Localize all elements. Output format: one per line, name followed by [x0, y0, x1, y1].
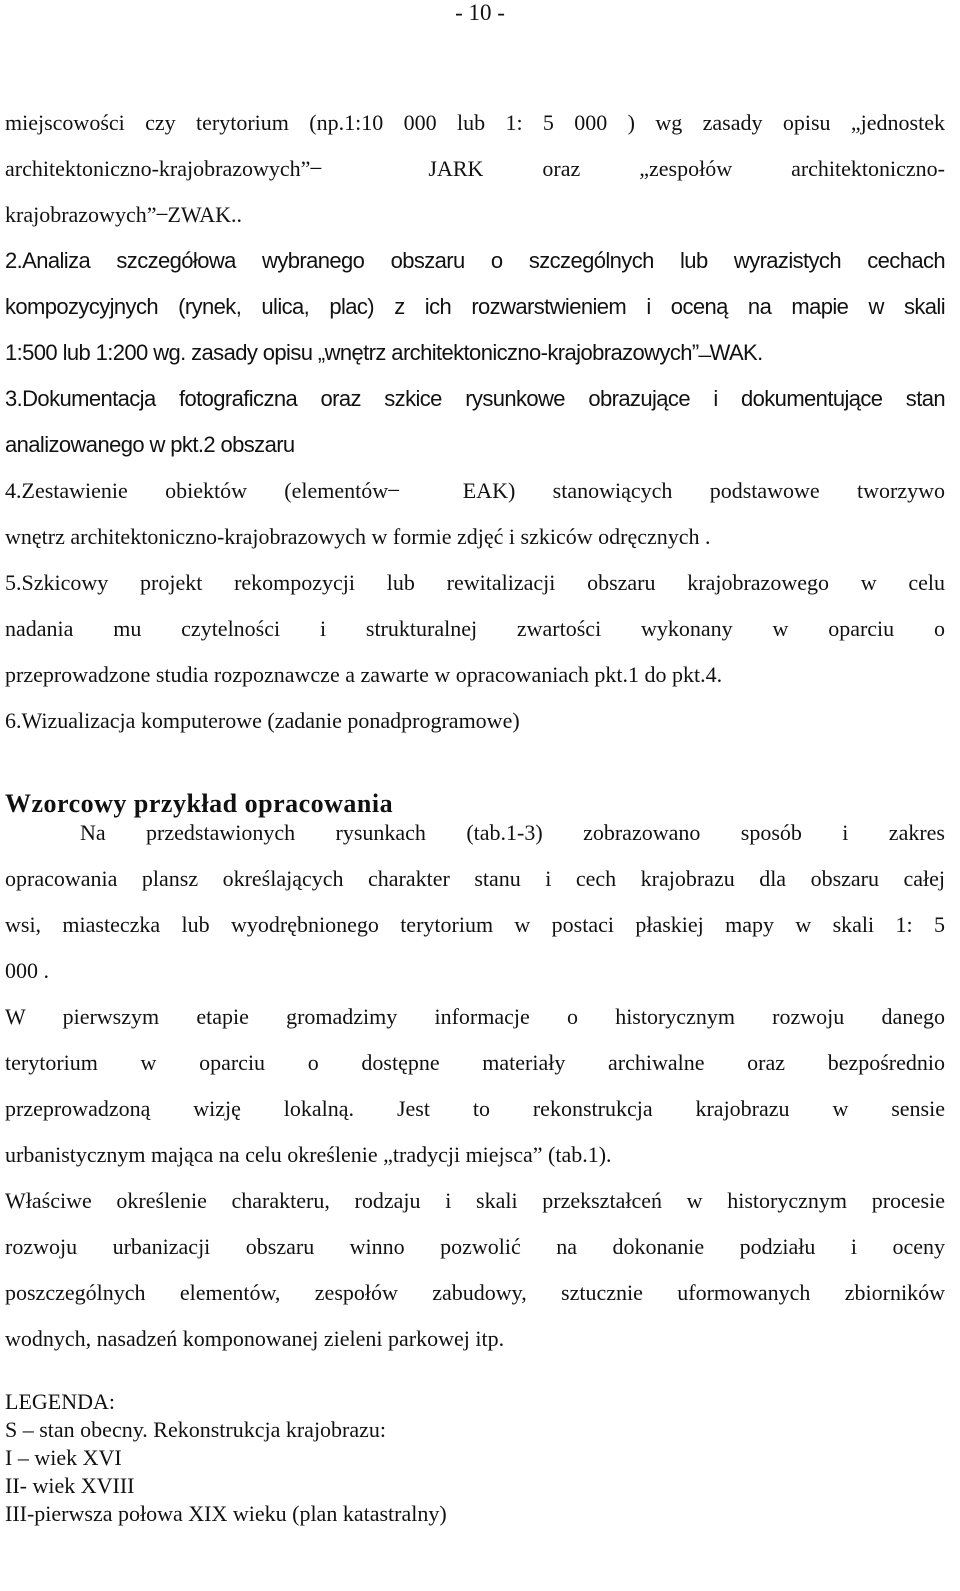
legend-item: S – stan obecny. Rekonstrukcja krajobrazu: — [5, 1417, 387, 1442]
list-line: kompozycyjnych (rynek, ulica, plac) z ich rozwarstwieniem i oceną na mapie w skali — [5, 294, 945, 319]
list-line: nadania mu czytelności i strukturalnej zwartości wykonany w oparciu o — [5, 616, 945, 641]
legend — [5, 1388, 945, 1528]
legend-item: III-pierwsza połowa XIX wieku (plan katastralny) — [5, 1501, 447, 1526]
body-line: opracowania plansz określających charakter stanu i cech krajobrazu dla obszaru całej — [5, 866, 945, 891]
page-number: - 10 - — [455, 0, 505, 25]
body-line: W pierwszym etapie gromadzimy informacje o historycznym rozwoju danego — [5, 1004, 945, 1029]
section-heading: Wzorcowy przykład opracowania — [5, 789, 394, 818]
list-line: analizowanego w pkt.2 obszaru — [5, 432, 295, 457]
body-line: wsi, miasteczka lub wyodrębnionego terytorium w postaci płaskiej mapy w skali 1: 5 — [5, 912, 945, 937]
body-line: 000 . — [5, 958, 49, 983]
list-line: krajobrazowych” ̶ ZWAK.. — [5, 202, 243, 227]
list-line: 2.Analiza szczegółowa wybranego obszaru o szczególnych lub wyrazistych cechach — [5, 248, 945, 273]
list-line: wnętrz architektoniczno-krajobrazowych w formie zdjęć i szkiców odręcznych . — [5, 524, 711, 549]
list-line: 1:500 lub 1:200 wg. zasady opisu „wnętrz architektoniczno-krajobrazowych” ̶ WAK. — [5, 340, 763, 365]
list-line: miejscowości czy terytorium (np.1:10 000 lub 1: 5 000 ) wg zasady opisu „jednostek — [5, 110, 945, 135]
body-line: przeprowadzoną wizję lokalną. Jest to rekonstrukcja krajobrazu w sensie — [5, 1096, 945, 1121]
list-line: architektoniczno-krajobrazowych” ̶ JARK oraz „zespołów architektoniczno- — [5, 156, 945, 181]
list-line: 6.Wizualizacja komputerowe (zadanie ponadprogramowe) — [5, 708, 520, 733]
body-line: wodnych, nasadzeń komponowanej zieleni parkowej itp. — [5, 1326, 505, 1351]
body-line: urbanistycznym mająca na celu określenie „tradycji miejsca” (tab.1). — [5, 1142, 612, 1167]
numbered-list — [5, 100, 945, 744]
list-line: 5.Szkicowy projekt rekompozycji lub rewitalizacji obszaru krajobrazowego w celu — [5, 570, 945, 595]
body-line: Właściwe określenie charakteru, rodzaju i skali przekształceń w historycznym procesie — [5, 1188, 945, 1213]
list-line: 3.Dokumentacja fotograficzna oraz szkice rysunkowe obrazujące i dokumentujące stan — [5, 386, 945, 411]
body-line: rozwoju urbanizacji obszaru winno pozwolić na dokonanie podziału i oceny — [5, 1234, 945, 1259]
body-line: terytorium w oparciu o dostępne materiały archiwalne oraz bezpośrednio — [5, 1050, 945, 1075]
document-body — [5, 100, 945, 1528]
list-line: 4.Zestawienie obiektów (elementów ̶ EAK) stanowiących podstawowe tworzywo — [5, 478, 945, 503]
body-line: poszczególnych elementów, zespołów zabudowy, sztucznie uformowanych zbiorników — [5, 1280, 945, 1305]
legend-title: LEGENDA: — [5, 1389, 115, 1414]
body-line: Na przedstawionych rysunkach (tab.1-3) zobrazowano sposób i zakres — [80, 820, 945, 845]
legend-item: I – wiek XVI — [5, 1445, 122, 1470]
list-line: przeprowadzone studia rozpoznawcze a zawarte w opracowaniach pkt.1 do pkt.4. — [5, 662, 723, 687]
body-text — [5, 810, 945, 1362]
legend-item: II- wiek XVIII — [5, 1473, 135, 1498]
